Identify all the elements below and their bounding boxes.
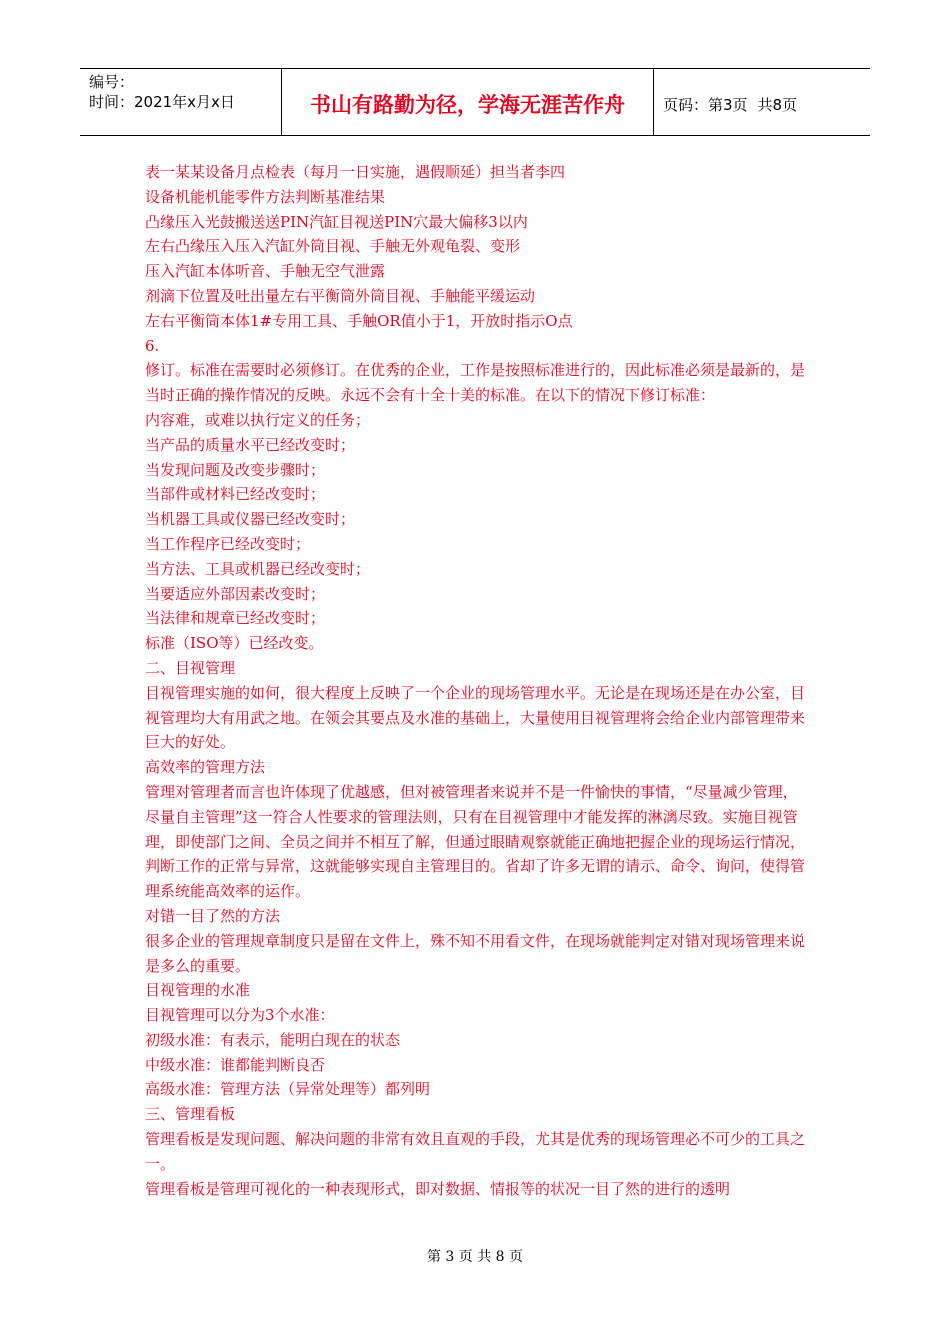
header-page-total: 共8页: [757, 95, 798, 114]
body-line: 内容难，或难以执行定义的任务；: [145, 410, 371, 429]
document-body: [145, 160, 810, 1201]
body-line: 当产品的质量水平已经改变时；: [145, 435, 356, 454]
header-motto: 书山有路勤为径，学海无涯苦作舟: [282, 69, 654, 135]
body-line: 中级水准：谁都能判断良否: [145, 1055, 326, 1074]
page-footer: 第 3 页 共 8 页: [426, 1249, 524, 1265]
subsection-heading: 高效率的管理方法: [145, 758, 266, 777]
body-line: 6.: [145, 336, 160, 355]
document-number-label: 编号：: [89, 73, 135, 91]
body-line: 左右凸缘压入压入汽缸外筒目视、手触无外观龟裂、变形: [145, 237, 521, 256]
section-heading: 二、目视管理: [145, 658, 236, 677]
body-line: 表一某某设备月点检表（每月一日实施，遇假顺延）担当者李四: [145, 163, 566, 181]
header-page-number: 页码：第3页: [663, 95, 748, 114]
body-paragraph: 目视管理实施的如何，很大程度上反映了一个企业的现场管理水平。无论是在现场还是在办公室，目视管理均大有用武之地。在领会其要点及水准的基础上，大量使用目视管理将会给企业内部管理带来巨大的好处。: [145, 683, 806, 752]
body-line: 初级水准：有表示，能明白现在的状态: [145, 1030, 401, 1049]
body-line: 当机器工具或仪器已经改变时；: [145, 510, 356, 529]
subsection-heading: 对错一目了然的方法: [145, 906, 281, 925]
body-paragraph: 修订。标准在需要时必须修订。在优秀的企业，工作是按照标准进行的，因此标准必须是最新的，是当时正确的操作情况的反映。永远不会有十全十美的标准。在以下的情况下修订标准：: [145, 361, 806, 405]
body-line: 当工作程序已经改变时；: [145, 534, 311, 553]
body-paragraph: 管理对管理者而言也许体现了优越感，但对被管理者来说并不是一件愉快的事情，“尽量减少管理，尽量自主管理”这一符合人性要求的管理法则，只有在目视管理中才能发挥的淋漓尽致。实施目视管理，即使部门之间、全员之间并不相互了解，但通过眼睛观察就能正确地把握企业的现场运行情况，判断工作的正常与异常，这就能够实现自主管理目的。省却了许多无谓的请示、命令、询问，使得管理系统能高效率的运作。: [145, 782, 806, 901]
body-line: 设备机能机能零件方法判断基准结果: [145, 187, 386, 206]
body-line: 凸缘压入光鼓搬送送PIN汽缸目视送PIN穴最大偏移3以内: [145, 212, 528, 231]
body-line: 当方法、工具或机器已经改变时；: [145, 559, 371, 578]
section-heading: 三、管理看板: [145, 1105, 236, 1124]
body-line: 当法律和规章已经改变时；: [145, 609, 326, 628]
body-paragraph: 管理看板是管理可视化的一种表现形式，即对数据、情报等的状况一目了然的进行的透明: [145, 1179, 731, 1198]
page-header: [80, 68, 870, 136]
header-info-cell: [80, 69, 282, 135]
body-line: 左右平衡筒本体1#专用工具、手触OR值小于1，开放时指示O点: [145, 311, 573, 330]
body-line: 高级水准：管理方法（异常处理等）都列明: [145, 1080, 431, 1099]
body-line: 标准（ISO等）已经改变。: [145, 634, 324, 653]
subsection-heading: 目视管理的水准: [145, 981, 251, 1000]
body-line: 当要适应外部因素改变时；: [145, 584, 326, 603]
body-paragraph: 管理看板是发现问题、解决问题的非常有效且直观的手段，尤其是优秀的现场管理必不可少的工具之一。: [145, 1130, 806, 1173]
body-line: 当部件或材料已经改变时；: [145, 485, 326, 504]
body-line: 目视管理可以分为3个水准：: [145, 1006, 335, 1025]
header-page-cell: [654, 69, 870, 135]
document-time-label: 时间：2021年x月x日: [89, 93, 235, 111]
body-line: 剂滴下位置及吐出量左右平衡筒外筒目视、手触能平缓运动: [145, 286, 536, 305]
body-line: 压入汽缸本体听音、手触无空气泄露: [145, 262, 386, 281]
body-paragraph: 很多企业的管理规章制度只是留在文件上，殊不知不用看文件，在现场就能判定对错对现场管理来说是多么的重要。: [145, 931, 806, 975]
body-line: 当发现问题及改变步骤时；: [145, 460, 326, 479]
